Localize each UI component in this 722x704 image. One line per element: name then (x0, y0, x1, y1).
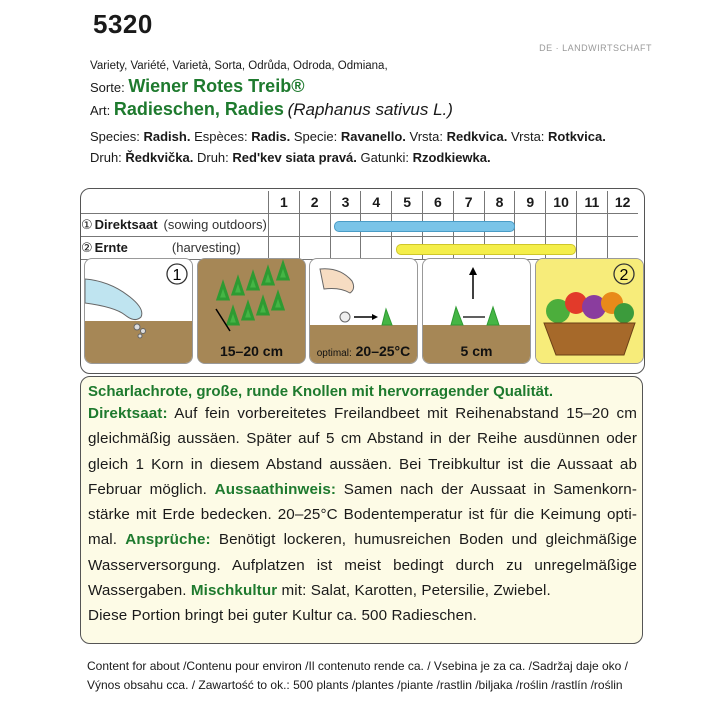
month-header: 12 (607, 191, 637, 214)
row-name: Ernte (94, 240, 128, 255)
month-header: 2 (299, 191, 330, 214)
direktsaat-label: Direktsaat: (88, 405, 168, 422)
month-header: 1 (269, 191, 300, 214)
temperature-caption (310, 343, 417, 359)
temperature-value: 20–25°C (355, 343, 411, 359)
footer-line-1: Content for about /Contenu pour environ /Il contenuto rende ca. / Vsebina je za ca. /Sadržaj daje oko / (87, 659, 629, 673)
temperature-caption-small: optimal: (316, 348, 352, 359)
mischkultur-text: mit: Salat, Karotten, Petersilie, Zwiebel. (277, 582, 551, 600)
species-value: Redkvica. (446, 129, 508, 144)
species-label: Specie: (293, 129, 338, 144)
druh-label: Gatunki: (360, 150, 409, 165)
aussaathinweis-label: Aussaathinweis: (214, 480, 337, 498)
row-label-harvest (81, 237, 269, 260)
top-right-text: DE · LANDWIRTSCHAFT (539, 43, 652, 53)
description-box (80, 376, 643, 644)
portion-text: Diese Portion bringt bei guter Kultur ca. 500 Radieschen. (88, 607, 477, 625)
species-label: Species: (90, 129, 140, 144)
druh-value: Rzodkiewka. (412, 150, 491, 165)
month-header: 7 (453, 191, 484, 214)
sowing-period-bar (334, 221, 515, 232)
row-sub: (harvesting) (171, 240, 241, 255)
row-marker: ② (81, 240, 93, 255)
druh-line (90, 150, 491, 165)
sorte-label: Sorte: (90, 80, 125, 95)
article-number: 5320 (93, 9, 153, 39)
month-header: 8 (484, 191, 515, 214)
art-latin: (Raphanus sativus L.) (287, 100, 453, 119)
sorte-value: Wiener Rotes Treib® (128, 76, 305, 96)
sorte-line (90, 76, 304, 97)
ansprueche-text: Benötigt lockeren, humusreichen Boden und gleichmäßige Wasserversorgung. Aufplatzen ist meist bedingt durch zu unregelmäßige Wassergaben. (88, 531, 637, 600)
mischkultur-label: Mischkultur (190, 582, 278, 600)
species-line (90, 129, 606, 144)
row-sub: (sowing outdoors) (163, 217, 267, 232)
month-header: 10 (546, 191, 577, 214)
pictogram-harvest-basket (535, 258, 644, 364)
hand-sowing-icon (85, 259, 192, 363)
row-marker: ① (81, 217, 93, 232)
row-label-sowing (81, 214, 269, 237)
pictogram-sowing-hand (84, 258, 193, 364)
species-value: Rotkvica. (548, 129, 606, 144)
vegetable-basket-icon (536, 259, 643, 363)
species-label: Vrsta: (510, 129, 545, 144)
direktsaat-text: Auf fein vorbereitetes Freilandbeet mit Reihenabstand 15–20 cm gleichmäßig aussäen. Später auf 5 cm Abstand in der Reihe ausdünnen oder gleich 1 Korn in diesem Abstand aussäen. Bei Treibkultur ist die Aussaat ab Februar möglich. (88, 405, 637, 498)
druh-label: Druh: (196, 150, 229, 165)
species-label: Espèces: (194, 129, 248, 144)
footer-line-2: Výnos obsahu cca. / Zawartość to ok.: 500 plants /plantes /piante /rastlin /biljaka /roślin /rastlín /roślin (87, 678, 623, 692)
species-value: Ravanello. (340, 129, 406, 144)
calendar-header-row (81, 191, 638, 214)
month-header: 11 (576, 191, 607, 214)
step-marker-1: 1 (172, 267, 182, 284)
calendar-corner (81, 191, 269, 214)
species-value: Radish. (143, 129, 191, 144)
step-marker-2: 2 (619, 267, 629, 284)
aussaathinweis-text: Samen nach der Aussaat in Samenkorn-stärke mit Erde bedecken. 20–25°C Bodentemperatur ist für die Keimung opti-mal. (88, 480, 638, 549)
druh-label: Druh: (90, 150, 122, 165)
species-value: Radis. (251, 129, 291, 144)
description-body (88, 401, 637, 603)
harvest-period-bar (396, 244, 577, 255)
druh-value: Ředkvička. (125, 150, 194, 165)
month-header: 9 (515, 191, 546, 214)
pictogram-thinning (422, 258, 531, 364)
art-line (90, 99, 453, 120)
month-header: 6 (422, 191, 453, 214)
row-name: Direktsaat (94, 217, 158, 232)
description-headline: Scharlachrote, große, runde Knollen mit hervorragender Qualität. (88, 383, 554, 400)
art-value: Radieschen, Radies (113, 99, 284, 119)
art-label: Art: (90, 103, 111, 118)
variety-languages: Variety, Variété, Varietà, Sorta, Odrůda, Odroda, Odmiana, (90, 60, 388, 72)
thinning-caption: 5 cm (460, 343, 493, 359)
month-header: 3 (330, 191, 361, 214)
pictogram-row-spacing (197, 258, 306, 364)
ansprueche-label: Ansprüche: (125, 531, 211, 549)
row-spacing-caption: 15–20 cm (219, 343, 284, 359)
druh-value: Red'kev siata pravá. (232, 150, 357, 165)
month-header: 5 (392, 191, 423, 214)
pictogram-temperature (309, 258, 418, 364)
species-label: Vrsta: (409, 129, 443, 144)
month-header: 4 (361, 191, 392, 214)
